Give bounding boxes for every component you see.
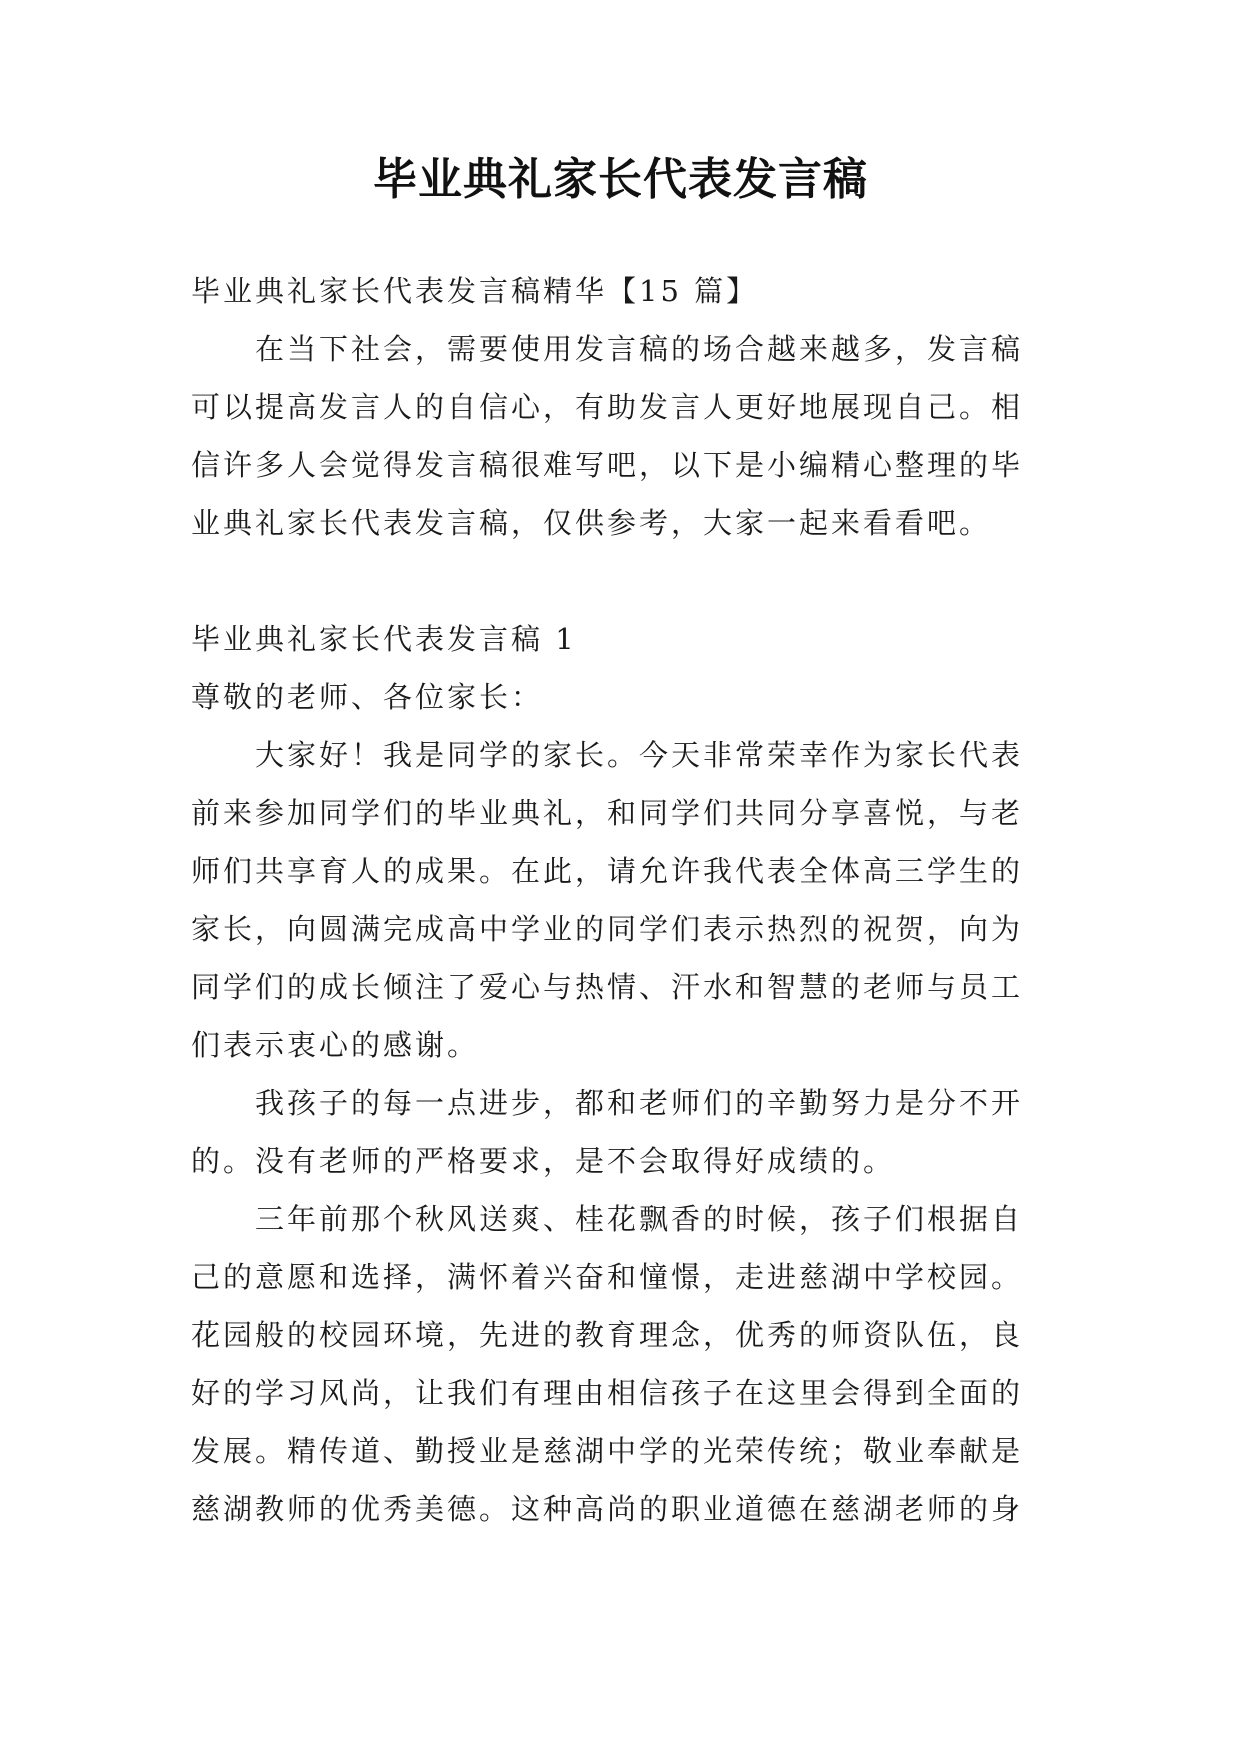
paragraph-line: 师们共享育人的成果。在此，请允许我代表全体高三学生的 <box>191 854 1024 888</box>
paragraph-line: 的。没有老师的严格要求，是不会取得好成绩的。 <box>191 1144 896 1178</box>
speech-paragraph-1 <box>191 726 1051 1074</box>
speech-paragraph-3 <box>191 1190 1051 1538</box>
paragraph-line: 大家好！我是同学的家长。今天非常荣幸作为家长代表 <box>255 738 1024 772</box>
paragraph-line: 好的学习风尚，让我们有理由相信孩子在这里会得到全面的 <box>191 1376 1024 1410</box>
paragraph-line: 同学们的成长倾注了爱心与热情、汗水和智慧的老师与员工 <box>191 970 1024 1004</box>
paragraph-line: 家长，向圆满完成高中学业的同学们表示热烈的祝贺，向为 <box>191 912 1024 946</box>
paragraph-line: 我孩子的每一点进步，都和老师们的辛勤努力是分不开 <box>255 1086 1024 1120</box>
paragraph-line: 己的意愿和选择，满怀着兴奋和憧憬，走进慈湖中学校园。 <box>191 1260 1024 1294</box>
document-body <box>191 262 1051 1538</box>
intro-line: 可以提高发言人的自信心，有助发言人更好地展现自己。相 <box>191 390 1024 424</box>
paragraph-line: 慈湖教师的优秀美德。这种高尚的职业道德在慈湖老师的身 <box>191 1492 1024 1526</box>
document-title: 毕业典礼家长代表发言稿 <box>373 154 868 205</box>
intro-line: 在当下社会，需要使用发言稿的场合越来越多，发言稿 <box>255 332 1024 366</box>
document-subtitle: 毕业典礼家长代表发言稿精华【15 篇】 <box>191 274 759 308</box>
paragraph-spacer <box>191 552 1051 610</box>
paragraph-line: 花园般的校园环境，先进的教育理念，优秀的师资队伍，良 <box>191 1318 1024 1352</box>
paragraph-line: 们表示衷心的感谢。 <box>191 1028 480 1062</box>
speech-paragraph-2 <box>191 1074 1051 1190</box>
section-heading: 毕业典礼家长代表发言稿 1 <box>191 622 577 656</box>
intro-line: 业典礼家长代表发言稿，仅供参考，大家一起来看看吧。 <box>191 506 992 540</box>
salutation: 尊敬的老师、各位家长： <box>191 680 544 714</box>
paragraph-line: 三年前那个秋风送爽、桂花飘香的时候，孩子们根据自 <box>255 1202 1024 1236</box>
intro-line: 信许多人会觉得发言稿很难写吧，以下是小编精心整理的毕 <box>191 448 1024 482</box>
intro-paragraph <box>191 320 1051 552</box>
paragraph-line: 发展。精传道、勤授业是慈湖中学的光荣传统；敬业奉献是 <box>191 1434 1024 1468</box>
paragraph-line: 前来参加同学们的毕业典礼，和同学们共同分享喜悦，与老 <box>191 796 1024 830</box>
